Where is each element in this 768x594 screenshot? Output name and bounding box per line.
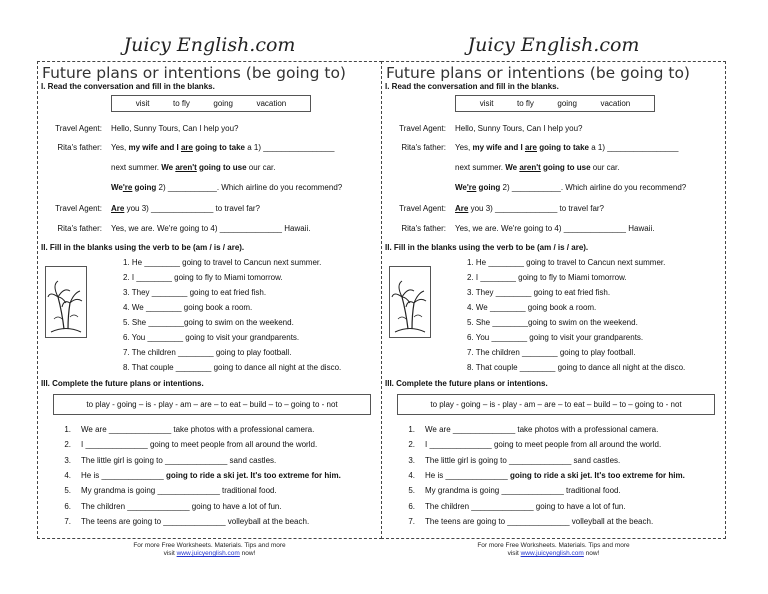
page-title: Future plans or intentions (be going to) — [42, 64, 346, 82]
item-text: I ______________ going to meet people from all around the world. — [425, 440, 662, 450]
footer-text: For more Free Worksheets. Materials. Tips and more — [477, 542, 630, 549]
conversation-line: Hello, Sunny Tours, Can I help you? — [455, 124, 583, 133]
word-bank-item: visit — [479, 99, 494, 108]
conversation-line: We're going 2) ___________. Which airline do you recommend? — [455, 183, 687, 192]
footer-link[interactable]: www.juicyenglish.com — [520, 550, 584, 557]
item-text: My grandma is going ______________ traditional food. — [425, 486, 621, 496]
word-bank-item: vacation — [600, 99, 631, 108]
fill-item: 2. I ________ going to fly to Miami tomorrow. — [467, 273, 627, 282]
footer — [381, 542, 726, 558]
fill-item: 3. They ________ going to eat fried fish. — [467, 288, 611, 297]
item-text: We are ______________ take photos with a professional camera. — [81, 425, 315, 434]
item-number: 3. — [408, 455, 415, 465]
conversation-line: Are you 3) ______________ to travel far? — [455, 204, 604, 213]
conversation-line: Hello, Sunny Tours, Can I help you? — [111, 124, 239, 133]
fill-item: 6. You ________ going to visit your grandparents. — [467, 333, 644, 342]
word-bank-2: to play - going – is - play - am – are – to eat – build – to – going to - not — [53, 394, 371, 415]
speaker-label: Travel Agent: — [55, 124, 102, 133]
item-number: 5. — [64, 486, 71, 496]
item-text: The teens are going to ______________ volleyball at the beach. — [425, 516, 654, 526]
item-number: 1. — [64, 425, 71, 434]
fill-item: 1. He ________ going to travel to Cancun next summer. — [123, 258, 322, 267]
word-bank — [455, 95, 655, 112]
item-number: 7. — [64, 516, 71, 526]
item-text: The little girl is going to ______________ sand castles. — [81, 455, 277, 465]
brand-logo: Juicy English.com — [123, 34, 296, 56]
section3-heading: III. Complete the future plans or intentions. — [385, 379, 548, 388]
speaker-label: Travel Agent: — [399, 124, 446, 133]
speaker-label: Rita's father: — [401, 224, 446, 233]
item-text: The children ______________ going to have a lot of fun. — [81, 501, 282, 511]
fill-item: 6. You ________ going to visit your grandparents. — [123, 333, 300, 342]
conversation-line: next summer. We aren't going to use our car. — [111, 163, 276, 172]
palm-tree-picture — [389, 266, 431, 338]
footer-pre: visit — [163, 550, 177, 557]
footer-post: now! — [239, 550, 256, 557]
word-bank — [111, 95, 311, 112]
fill-item: 2. I ________ going to fly to Miami tomorrow. — [123, 273, 283, 282]
speaker-label: Rita's father: — [401, 143, 446, 152]
footer-post: now! — [583, 550, 600, 557]
brand-logo: Juicy English.com — [467, 34, 640, 56]
item-number: 7. — [408, 516, 415, 526]
conversation-line: Yes, we are. We're going to 4) ______________ Hawaii. — [455, 224, 655, 233]
fill-item: 8. That couple ________ going to dance all night at the disco. — [467, 363, 686, 372]
word-bank-item: going — [557, 99, 577, 108]
fill-item: 5. She ________going to swim on the weekend. — [467, 318, 638, 327]
item-number: 1. — [408, 425, 415, 434]
item-text: He is ______________ going to ride a ski jet. It's too extreme for him. — [425, 470, 685, 480]
speaker-label: Travel Agent: — [399, 204, 446, 213]
word-bank-item: vacation — [256, 99, 287, 108]
word-bank-item: going — [213, 99, 233, 108]
item-text: I ______________ going to meet people from all around the world. — [81, 440, 318, 450]
conversation-line: Are you 3) ______________ to travel far? — [111, 204, 260, 213]
item-number: 6. — [408, 501, 415, 511]
item-number: 2. — [408, 440, 415, 450]
item-number: 2. — [64, 440, 71, 450]
item-number: 5. — [408, 486, 415, 496]
conversation-line: Yes, my wife and I are going to take a 1) ________________ — [111, 143, 335, 152]
footer — [37, 542, 382, 558]
worksheet-left — [37, 0, 382, 594]
word-bank-item: to fly — [173, 99, 190, 108]
section3-heading: III. Complete the future plans or intentions. — [41, 379, 204, 388]
item-text: The little girl is going to ______________ sand castles. — [425, 455, 621, 465]
item-text: The children ______________ going to have a lot of fun. — [425, 501, 626, 511]
item-number: 4. — [64, 470, 71, 480]
fill-item: 1. He ________ going to travel to Cancun next summer. — [467, 258, 666, 267]
section2-heading: II. Fill in the blanks using the verb to be (am / is / are). — [41, 243, 245, 252]
item-number: 3. — [64, 455, 71, 465]
conversation-line: Yes, we are. We're going to 4) ______________ Hawaii. — [111, 224, 311, 233]
item-text: The teens are going to ______________ volleyball at the beach. — [81, 516, 310, 526]
speaker-label: Travel Agent: — [55, 204, 102, 213]
item-text: We are ______________ take photos with a professional camera. — [425, 425, 659, 434]
fill-item: 7. The children ________ going to play football. — [467, 348, 636, 357]
fill-item: 8. That couple ________ going to dance all night at the disco. — [123, 363, 342, 372]
fill-item: 4. We ________ going book a room. — [467, 303, 597, 312]
item-text: He is ______________ going to ride a ski jet. It's too extreme for him. — [81, 470, 341, 480]
word-bank-item: to fly — [517, 99, 534, 108]
speaker-label: Rita's father: — [57, 143, 102, 152]
word-bank-2: to play - going – is - play - am – are – to eat – build – to – going to - not — [397, 394, 715, 415]
speaker-label: Rita's father: — [57, 224, 102, 233]
section2-heading: II. Fill in the blanks using the verb to be (am / is / are). — [385, 243, 589, 252]
conversation-line: We're going 2) ___________. Which airline do you recommend? — [111, 183, 343, 192]
footer-text: For more Free Worksheets. Materials. Tips and more — [133, 542, 286, 549]
word-bank-item: visit — [135, 99, 150, 108]
item-number: 4. — [408, 470, 415, 480]
fill-item: 5. She ________going to swim on the weekend. — [123, 318, 294, 327]
section1-heading: I. Read the conversation and fill in the blanks. — [41, 82, 215, 91]
fill-item: 3. They ________ going to eat fried fish. — [123, 288, 267, 297]
footer-link[interactable]: www.juicyenglish.com — [176, 550, 240, 557]
fill-item: 7. The children ________ going to play football. — [123, 348, 292, 357]
footer-pre: visit — [507, 550, 521, 557]
page-title: Future plans or intentions (be going to) — [386, 64, 690, 82]
section1-heading: I. Read the conversation and fill in the blanks. — [385, 82, 559, 91]
conversation-line: next summer. We aren't going to use our car. — [455, 163, 620, 172]
worksheet-right — [381, 0, 726, 594]
fill-item: 4. We ________ going book a room. — [123, 303, 253, 312]
item-number: 6. — [64, 501, 71, 511]
conversation-line: Yes, my wife and I are going to take a 1) ________________ — [455, 143, 679, 152]
palm-tree-picture — [45, 266, 87, 338]
item-text: My grandma is going ______________ traditional food. — [81, 486, 277, 496]
